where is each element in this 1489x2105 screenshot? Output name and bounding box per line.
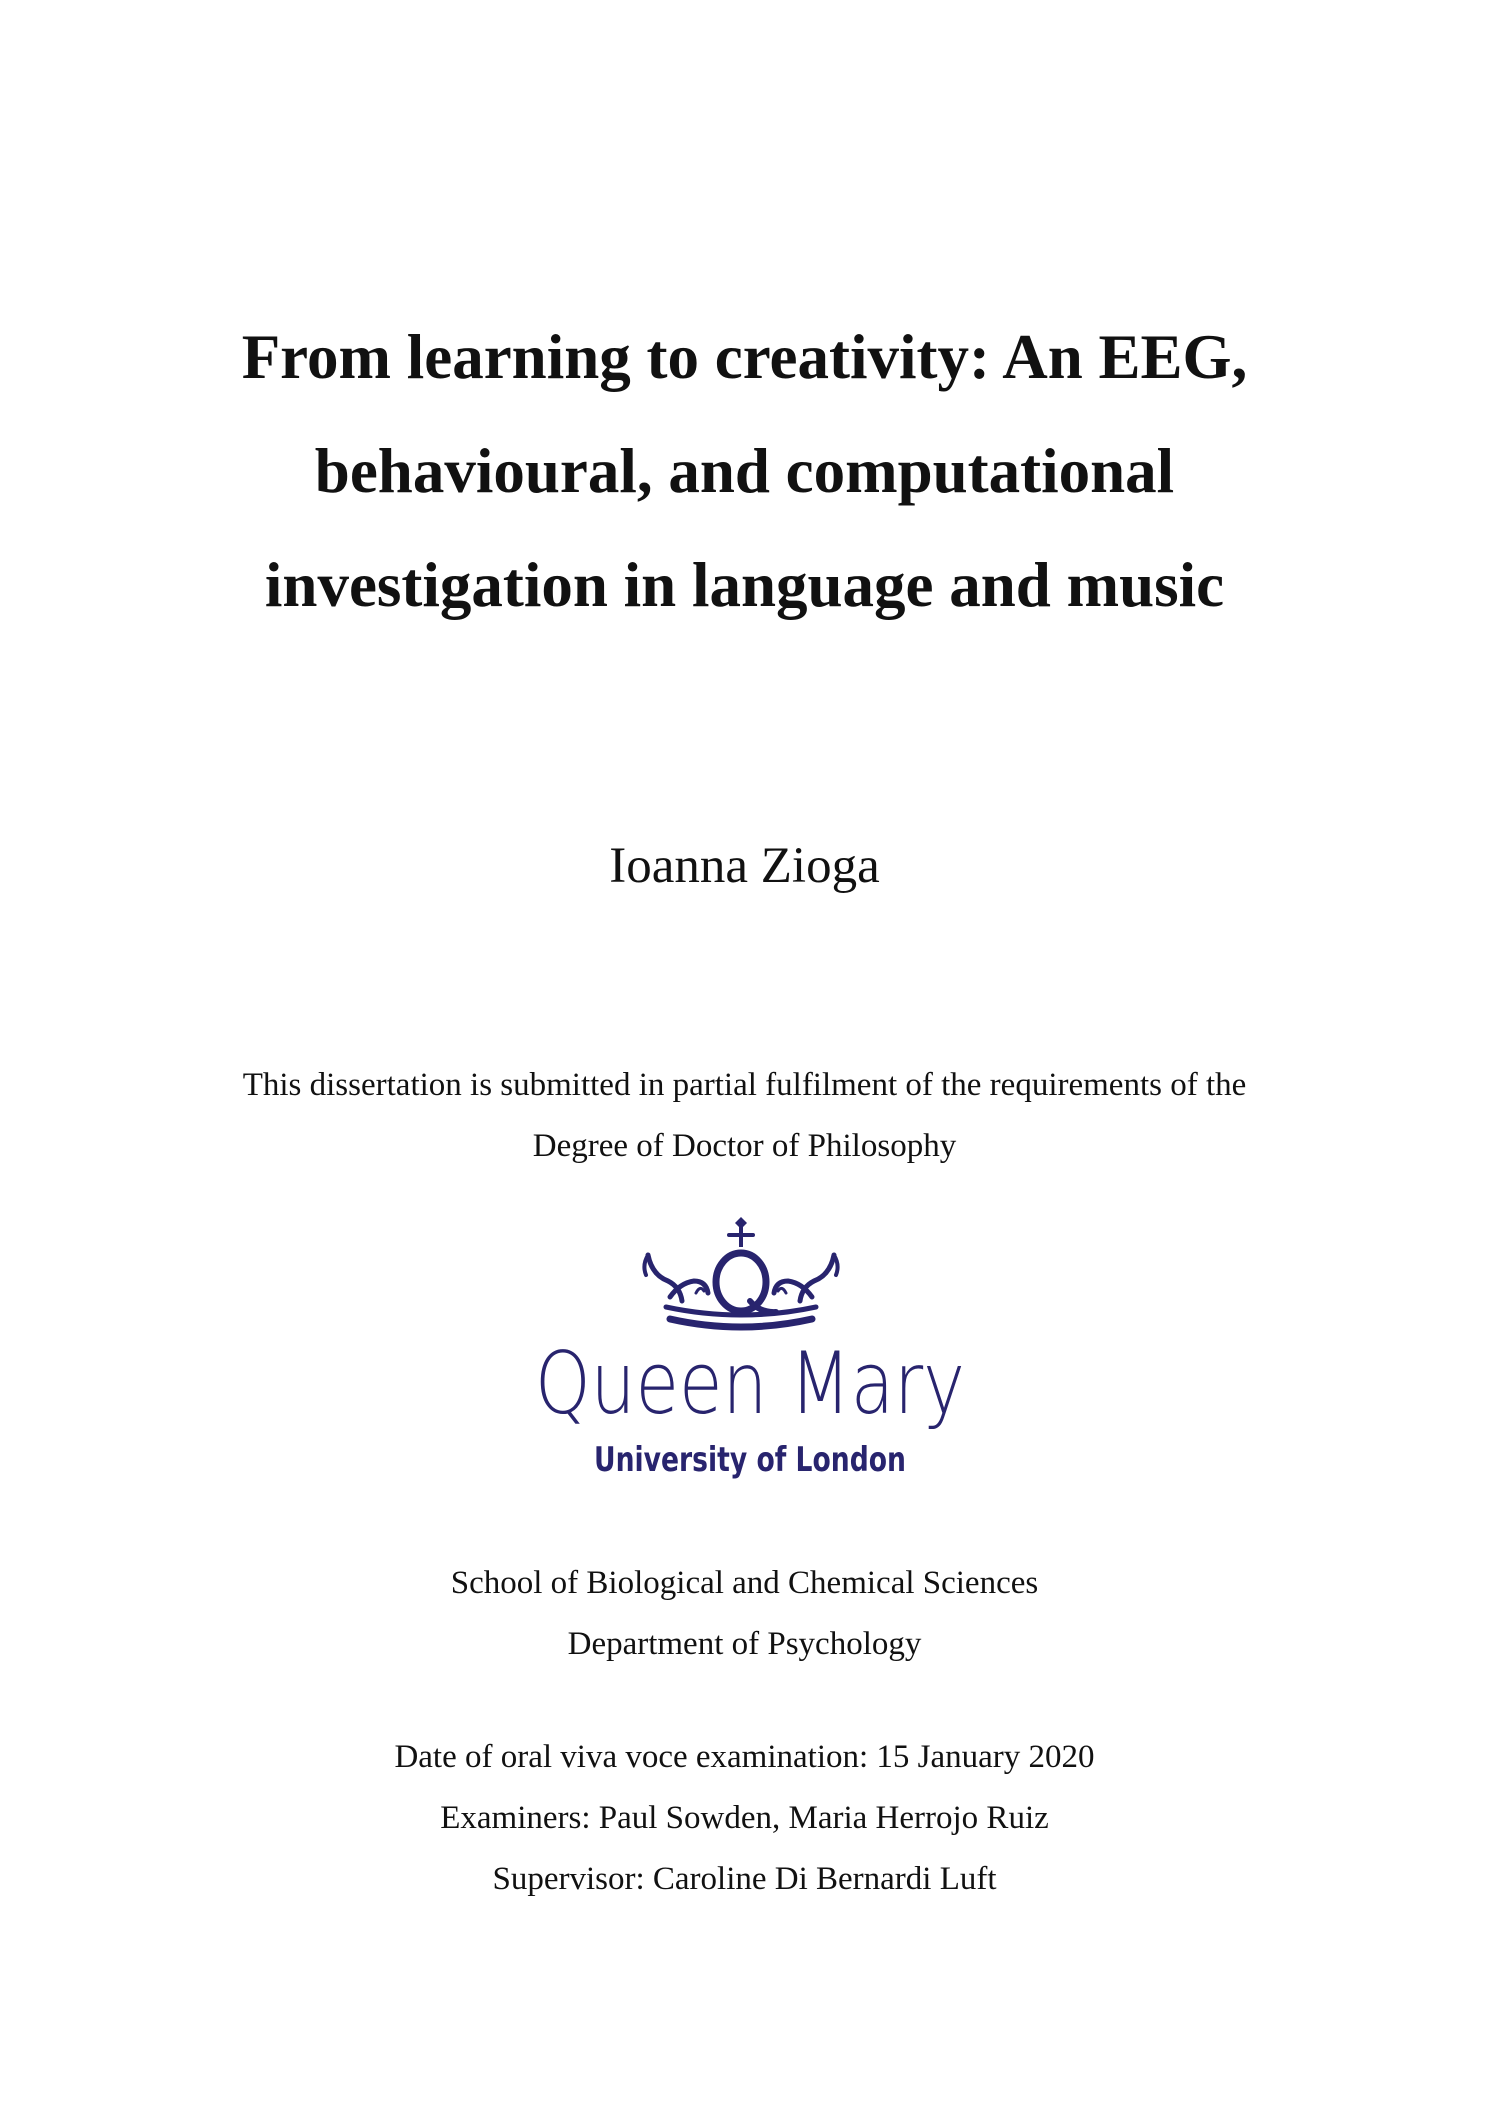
dissertation-title — [140, 300, 1349, 642]
viva-date: Date of oral viva voce examination: 15 January 2020 — [394, 1739, 1095, 1775]
viva-details — [0, 1727, 1489, 1910]
university-logo — [520, 1215, 980, 1505]
department-name: Department of Psychology — [567, 1626, 922, 1662]
statement-line-1: This dissertation is submitted in partial fulfilment of the requirements of the — [242, 1067, 1247, 1103]
crown-icon — [644, 1217, 837, 1327]
title-line-3: investigation in language and music — [264, 550, 1225, 620]
examiners: Examiners: Paul Sowden, Maria Herrojo Ruiz — [440, 1800, 1049, 1836]
title-line-1: From learning to creativity: An EEG, — [241, 322, 1248, 392]
logo-subtitle: University of London — [594, 1440, 906, 1480]
statement-line-2: Degree of Doctor of Philosophy — [532, 1128, 957, 1164]
title-line-2: behavioural, and computational — [314, 436, 1175, 506]
supervisor: Supervisor: Caroline Di Bernardi Luft — [492, 1861, 997, 1897]
logo-wordmark: Queen Mary — [535, 1334, 965, 1434]
degree-statement — [160, 1055, 1329, 1177]
author-name: Ioanna Zioga — [609, 838, 880, 894]
school-name: School of Biological and Chemical Sciences — [450, 1565, 1039, 1601]
school-block — [0, 1553, 1489, 1675]
